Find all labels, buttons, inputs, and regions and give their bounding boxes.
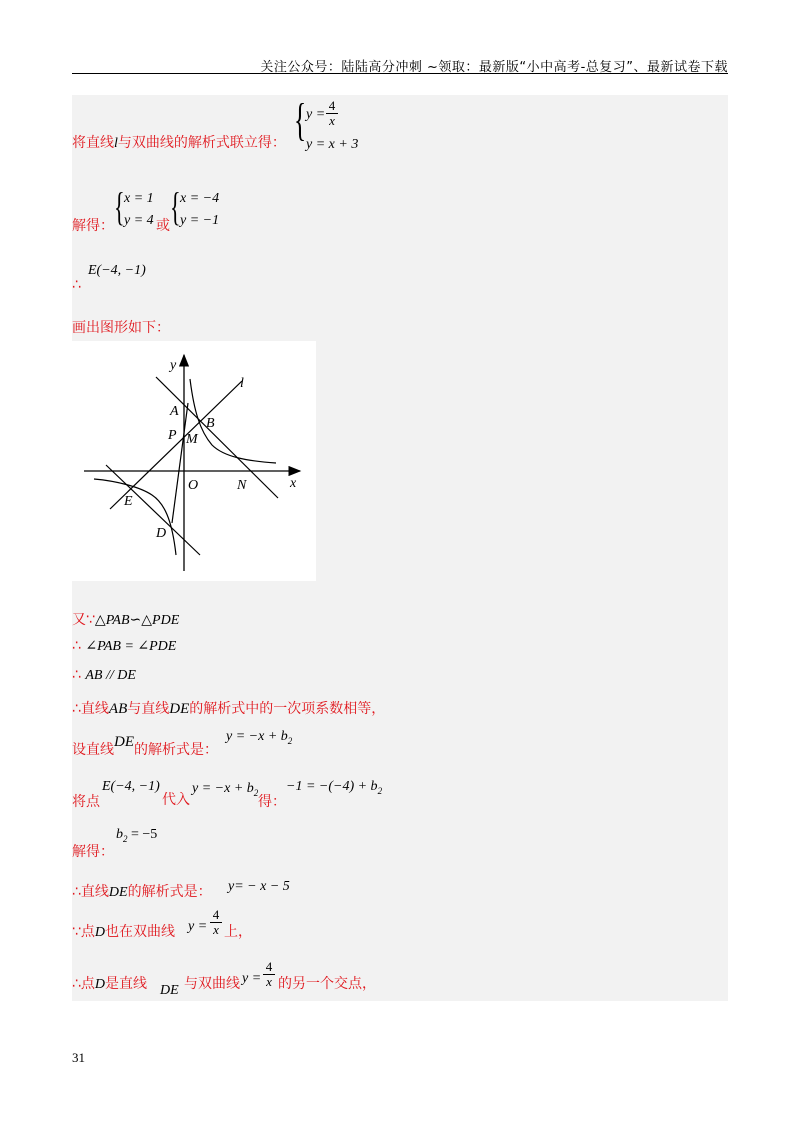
prefix-l12: ∴直线 xyxy=(72,884,109,900)
math-l6: ∠PAB = ∠PDE xyxy=(85,639,177,654)
l13-den: x xyxy=(213,922,219,937)
math-l11-rhs: = −5 xyxy=(127,827,158,842)
math-de-2: DE xyxy=(114,734,134,750)
therefore-1: ∴ xyxy=(72,277,81,293)
label-b: B xyxy=(206,416,215,431)
graph-svg xyxy=(72,341,316,581)
sol2-a: x = −4 xyxy=(180,191,220,206)
math-d-2: D xyxy=(94,977,106,992)
sys1-eq1-lhs: y = xyxy=(306,107,326,122)
math-l10-eq-main: y = −x + b xyxy=(192,781,254,796)
prefix-l7: ∴ xyxy=(72,667,81,683)
math-l12: y= − x − 5 xyxy=(228,879,290,894)
mid-l8: 与直线 xyxy=(127,701,170,717)
math-l10-point: E(−4, −1) xyxy=(102,779,160,794)
line-12 xyxy=(72,881,212,901)
math-l9 xyxy=(226,729,292,746)
line-14a xyxy=(72,973,147,993)
sol1-b: y = 4 xyxy=(124,213,154,228)
label-x: x xyxy=(290,476,297,491)
mid-l9: 的解析式是： xyxy=(134,742,218,758)
l14-fraction xyxy=(263,960,275,989)
suffix-l8: 的解析式中的一次项系数相等， xyxy=(189,701,386,717)
graph-figure xyxy=(72,341,316,581)
text-l1b: 与双曲线的解析式联立得： xyxy=(117,135,286,151)
prefix-l8: ∴直线 xyxy=(72,701,109,717)
line-9 xyxy=(72,734,218,759)
label-a: A xyxy=(170,404,179,419)
sys1-eq2: y = x + 3 xyxy=(306,137,359,152)
line-5 xyxy=(72,609,179,629)
text-l1: 将直线 xyxy=(72,135,114,151)
l14-den: x xyxy=(266,974,272,989)
math-d: D xyxy=(94,925,106,940)
line-8 xyxy=(72,698,385,718)
math-l10-eq-sub: 2 xyxy=(253,787,259,798)
line-13 xyxy=(72,921,175,941)
math-ab: AB xyxy=(108,701,128,717)
math-l9-sub: 2 xyxy=(287,735,293,746)
l13-num: 4 xyxy=(212,907,220,922)
mid-l13: 也在双曲线 xyxy=(105,924,176,940)
line-6 xyxy=(72,638,176,655)
brace-sol2: { xyxy=(170,184,181,229)
math-de: DE xyxy=(169,701,190,717)
text-l10a: 将点 xyxy=(72,794,100,810)
label-e: E xyxy=(124,494,133,509)
suffix-l14: 的另一个交点， xyxy=(278,976,376,992)
math-l11-sub: 2 xyxy=(123,833,128,844)
math-l10-res-main: −1 = −(−4) + b xyxy=(286,779,378,794)
math-l7: AB // DE xyxy=(85,668,136,683)
mid2-l14: 与双曲线 xyxy=(184,976,240,992)
page-header: 关注公众号：陆陆高分冲刺 ~领取：最新版“小中高考-总复习”、最新试卷下载 xyxy=(260,60,728,75)
math-l10-res xyxy=(286,779,382,796)
math-l13-y: y = xyxy=(188,919,208,934)
text-or: 或 xyxy=(156,218,170,234)
l14-num: 4 xyxy=(265,959,273,974)
header-rule xyxy=(72,73,728,74)
math-l11-b: b xyxy=(116,827,123,842)
prefix-l13: ∵点 xyxy=(72,924,95,940)
sol2-b: y = −1 xyxy=(180,213,220,228)
prefix-l14: ∴点 xyxy=(72,976,95,992)
math-l5: △PAB∽△PDE xyxy=(94,613,180,628)
sys1-num: 4 xyxy=(328,98,336,113)
point-e-result: E(−4, −1) xyxy=(88,263,146,278)
prefix-l6: ∴ xyxy=(72,638,81,654)
sol1-a: x = 1 xyxy=(124,191,154,206)
line-de xyxy=(106,465,200,555)
prefix-l5: 又∵ xyxy=(72,612,95,628)
sys1-fraction xyxy=(326,99,338,128)
math-l14-y: y = xyxy=(242,971,262,986)
math-de-3: DE xyxy=(108,885,128,900)
prefix-l9: 设直线 xyxy=(72,742,114,758)
label-d: D xyxy=(156,526,167,541)
text-l10c: 得： xyxy=(258,794,286,810)
text-l10b: 代入 xyxy=(162,792,190,808)
label-m: M xyxy=(186,432,198,447)
line-1 xyxy=(72,132,286,152)
hyperbola-branch-1 xyxy=(190,379,276,463)
text-l2: 解得： xyxy=(72,218,114,234)
label-y: y xyxy=(170,358,177,373)
math-l10-res-sub: 2 xyxy=(377,785,383,796)
brace-sol1: { xyxy=(114,184,125,229)
l13-fraction xyxy=(210,908,222,937)
sys1-den: x xyxy=(329,113,335,128)
brace-1: { xyxy=(294,94,307,145)
text-l11: 解得： xyxy=(72,844,114,860)
var-l: l xyxy=(114,136,118,151)
label-p: P xyxy=(168,428,177,443)
math-de-4: DE xyxy=(160,983,179,998)
math-l10-eq xyxy=(192,781,258,798)
math-l9-main: y = −x + b xyxy=(226,729,288,744)
text-l4: 画出图形如下： xyxy=(72,320,170,336)
mid-l12: 的解析式是： xyxy=(127,884,212,900)
line-7 xyxy=(72,667,136,684)
suffix-l13: 上， xyxy=(224,924,252,940)
label-n: N xyxy=(237,478,247,493)
label-l: l xyxy=(240,376,244,391)
page-number: 31 xyxy=(72,1050,85,1065)
hyperbola-branch-2 xyxy=(94,479,176,555)
segment-da xyxy=(172,403,188,523)
math-l11 xyxy=(116,827,157,844)
solution-content xyxy=(72,95,728,1001)
mid-l14: 是直线 xyxy=(105,976,148,992)
label-o: O xyxy=(188,478,199,493)
